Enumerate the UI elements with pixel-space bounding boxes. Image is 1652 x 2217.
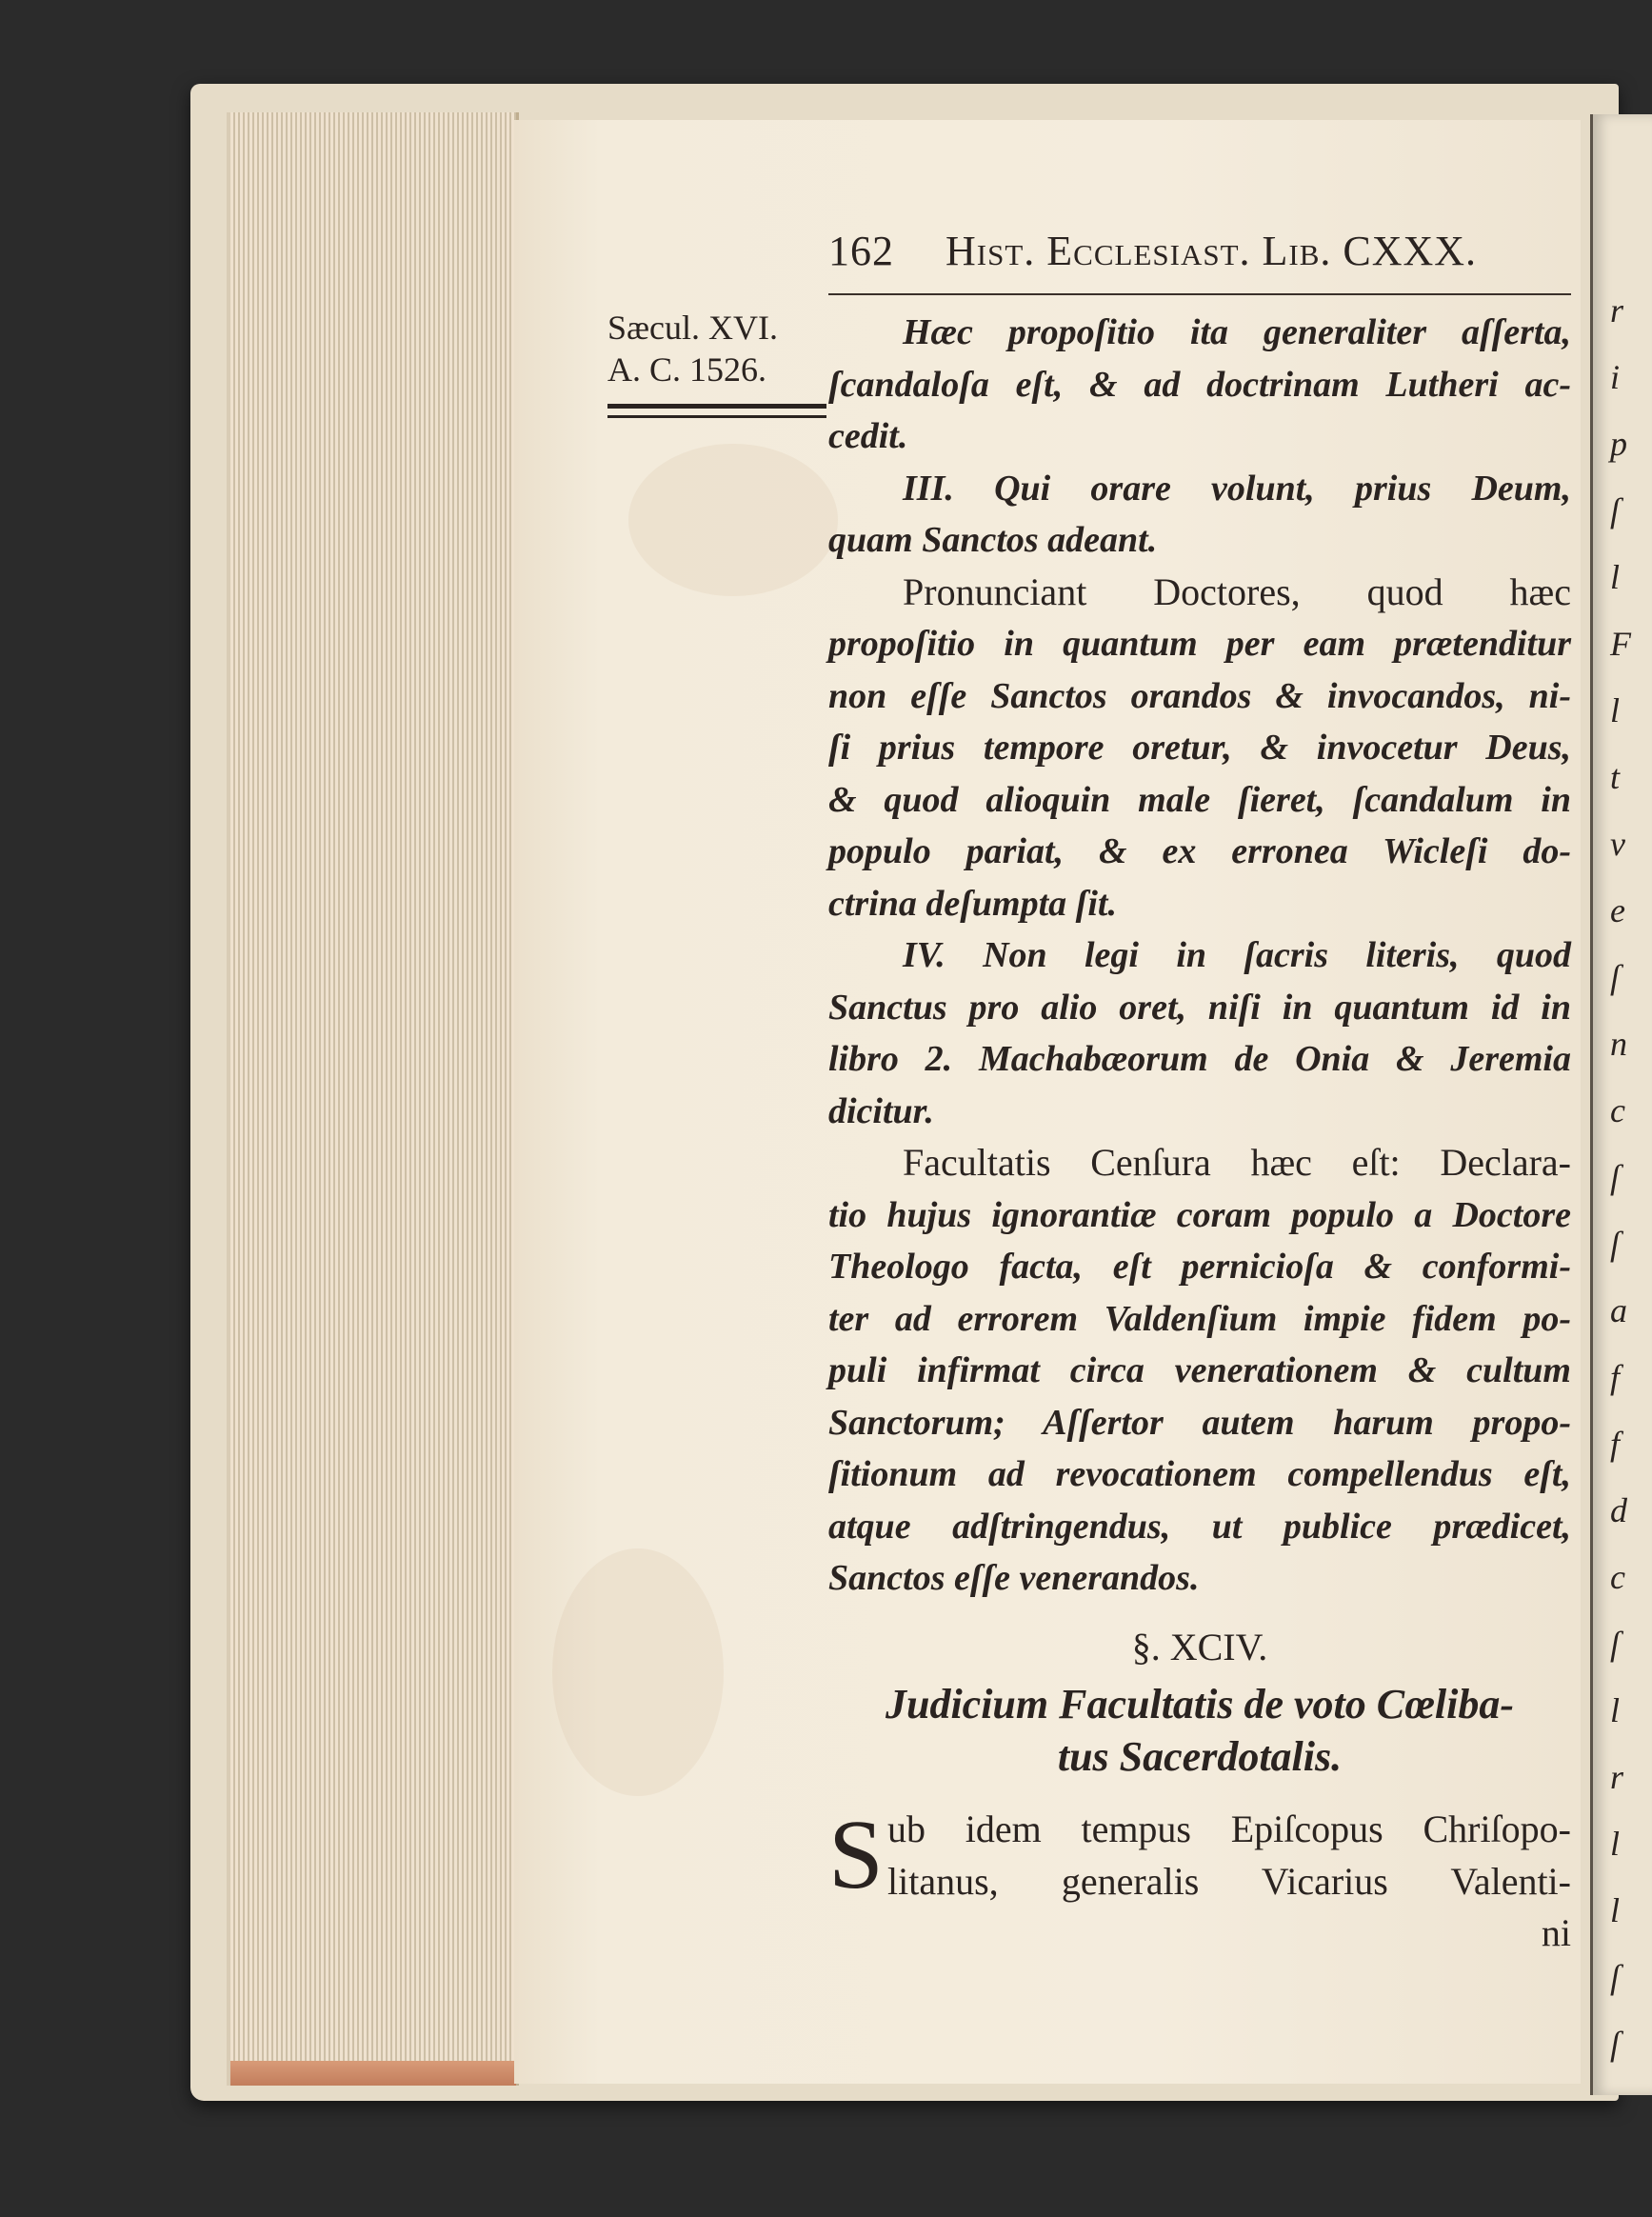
facing-page-fragment: F xyxy=(1610,625,1631,663)
facing-page-fragment: ſ xyxy=(1610,1225,1621,1263)
facing-page-fragment: f xyxy=(1610,1425,1621,1463)
section-heading-line: tus Sacerdotalis. xyxy=(1057,1732,1343,1780)
paper-stain xyxy=(552,1548,724,1796)
text-line: & quod alioquin male ſieret, ſcandalum in xyxy=(828,779,1571,820)
facing-page-fragment: n xyxy=(1610,1025,1627,1063)
body-text xyxy=(828,307,1571,1960)
text-line: atque adſtringendus, ut publice prædicet, xyxy=(828,1506,1571,1547)
closing-paragraph xyxy=(828,1800,1571,1960)
body-lines xyxy=(828,307,1571,1605)
text-line: ſi prius tempore oretur, & invocetur Deus, xyxy=(828,728,1571,768)
facing-page-fragment: f xyxy=(1610,1358,1621,1396)
facing-page-fragment: ſ xyxy=(1610,1158,1621,1196)
margin-note-year: A. C. 1526. xyxy=(607,350,767,389)
running-title: Hist. Ecclesiast. Lib. CXXX. xyxy=(945,228,1478,274)
drop-cap: S xyxy=(828,1800,884,1909)
margin-note xyxy=(607,307,836,390)
text-line: quam Sanctos adeant. xyxy=(828,520,1158,560)
facing-page-fragment: ſ xyxy=(1610,491,1621,529)
text-line: puli infirmat circa venerationem & cultum xyxy=(828,1350,1571,1390)
facing-page-fragment: ſ xyxy=(1610,1625,1621,1663)
text-line: ter ad errorem Valdenſium impie fidem po- xyxy=(828,1298,1571,1339)
text-line: dicitur. xyxy=(828,1090,934,1131)
facing-page-fragment: c xyxy=(1610,1558,1625,1596)
facing-page-fragment: ſ xyxy=(1610,1958,1621,1996)
margin-rule xyxy=(607,404,826,409)
paper-stain xyxy=(628,444,838,596)
facing-page-fragment: e xyxy=(1610,891,1625,929)
text-line: ctrina deſumpta ſit. xyxy=(828,883,1117,924)
facing-page-fragment: r xyxy=(1610,1758,1624,1796)
text-line: non eſſe Sanctos orandos & invocandos, ni- xyxy=(828,675,1571,716)
text-line: III. Qui orare volunt, prius Deum, xyxy=(903,468,1571,509)
facing-page-fragment: l xyxy=(1610,1691,1621,1729)
margin-rule xyxy=(607,415,826,418)
text-line: ſcandaloſa eſt, & ad doctrinam Lutheri ac- xyxy=(828,364,1571,405)
section-heading-line: Judicium Facultatis de voto Cœliba- xyxy=(885,1681,1515,1728)
facing-page-fragment: l xyxy=(1610,1891,1621,1929)
facing-page-fragment: i xyxy=(1610,358,1621,396)
text-line: IV. Non legi in ſacris literis, quod xyxy=(903,935,1571,975)
text-line: Sanctorum; Aſſertor autem harum propo- xyxy=(828,1402,1571,1443)
page-block-edges xyxy=(227,112,519,2086)
section-number: §. XCIV. xyxy=(1131,1625,1268,1668)
facing-page-fragment: v xyxy=(1610,825,1625,863)
facing-page-fragment: ſ xyxy=(1610,2025,1621,2063)
page-number: 162 xyxy=(828,228,894,274)
margin-note-century: Sæcul. XVI. xyxy=(607,309,778,347)
text-line: cedit. xyxy=(828,416,908,456)
facing-page-fragment: l xyxy=(1610,1825,1621,1863)
text-line: ub idem tempus Epiſcopus Chriſopo- xyxy=(887,1808,1571,1850)
text-line: ſitionum ad revocationem compellendus eſt, xyxy=(828,1454,1571,1494)
facing-page-fragment: c xyxy=(1610,1091,1625,1129)
text-line: Sanctos eſſe venerandos. xyxy=(828,1558,1200,1598)
running-head xyxy=(828,227,1571,275)
facing-page-fragment: t xyxy=(1610,758,1621,796)
facing-page-fragment: l xyxy=(1610,691,1621,729)
text-line: Pronunciant Doctores, quod hæc xyxy=(903,569,1571,613)
text-line: Facultatis Cenſura hæc eſt: Declara- xyxy=(903,1141,1571,1184)
facing-page-edge xyxy=(1590,114,1652,2095)
text-line: populo pariat, & ex erronea Wicleſi do- xyxy=(828,831,1571,871)
facing-page-fragment: d xyxy=(1610,1491,1627,1529)
text-line: Theologo facta, eſt pernicioſa & conformi- xyxy=(828,1247,1571,1287)
text-line: tio hujus ignorantiæ coram populo a Doctore xyxy=(828,1194,1571,1235)
text-line: libro 2. Machabæorum de Onia & Jeremia xyxy=(828,1039,1571,1079)
text-line: Hæc propoſitio ita generaliter aſſerta, xyxy=(903,312,1571,352)
left-page xyxy=(514,120,1581,2084)
facing-page-fragment: r xyxy=(1610,291,1624,330)
text-line: Sanctus pro alio oret, niſi in quantum id in xyxy=(828,987,1571,1028)
facing-page-fragment: l xyxy=(1610,558,1621,596)
text-line: propoſitio in quantum per eam prætenditur xyxy=(828,624,1571,664)
facing-page-fragment: a xyxy=(1610,1291,1627,1329)
header-rule xyxy=(828,293,1571,295)
catchword: ni xyxy=(1541,1911,1571,1954)
facing-page-fragment: ſ xyxy=(1610,958,1621,996)
facing-page-fragment: p xyxy=(1610,425,1627,463)
text-line: litanus, generalis Vicarius Valenti- xyxy=(887,1859,1571,1903)
